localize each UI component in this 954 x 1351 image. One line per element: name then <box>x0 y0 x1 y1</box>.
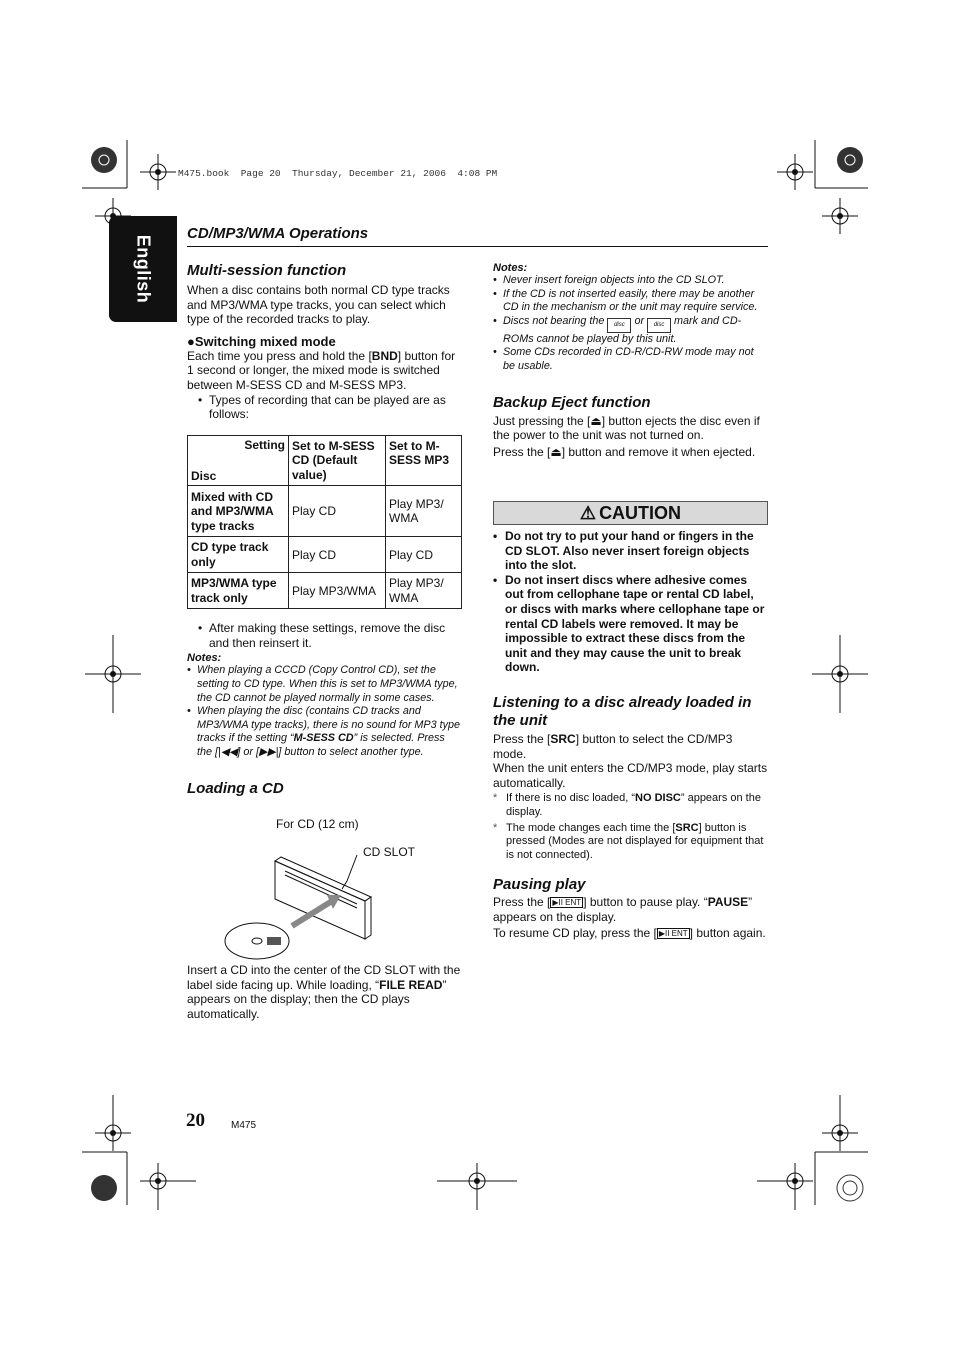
table-cell: Play CD <box>386 537 462 573</box>
cd-insert-illustration <box>187 831 462 961</box>
caution-banner <box>493 501 768 525</box>
switching-text: Each time you press and hold the [BND] button for 1 second or longer, the mixed mode is switched between M-SESS CD and M-SESS MP3. <box>187 348 456 392</box>
list-item: • Types of recording that can be played are as follows: <box>198 393 462 422</box>
mode-table <box>187 435 462 610</box>
table-header: Set to M-SESS MP3 <box>386 435 462 486</box>
pausing-heading: Pausing play <box>493 876 586 894</box>
listening-heading: Listening to a disc already loaded in the unit <box>493 693 752 729</box>
loading-heading: Loading a CD <box>187 779 284 797</box>
list-item: • Discs not bearing the disc or disc mark and CD-ROMs cannot be played by this unit. <box>493 315 768 347</box>
list-item: * The mode changes each time the [SRC] button is pressed (Modes are not displayed for equipment that is not connected). <box>493 822 768 863</box>
print-header: M475.book Page 20 Thursday, December 21, 2006 4:08 PM <box>178 168 498 179</box>
model-code: M475 <box>231 1120 257 1131</box>
backup-eject-p2: Press the [⏏] button and remove it when ejected. <box>493 444 756 459</box>
table-header-row <box>188 435 462 486</box>
table-row <box>188 573 462 609</box>
compact-disc-logo-icon: disc <box>607 318 631 333</box>
loading-text: Insert a CD into the center of the CD SLOT with the label side facing up. While loading, “FILE READ” appears on the display; then the CD plays automatically. <box>187 963 461 1021</box>
right-column <box>493 262 768 459</box>
list-item: * If there is no disc loaded, “NO DISC” appears on the display. <box>493 792 768 819</box>
notes-list <box>187 664 462 759</box>
table-cell: Play CD <box>289 486 386 537</box>
backup-eject-p1: Just pressing the [⏏] button ejects the disc even if the power to the unit was not turned on. <box>493 413 760 443</box>
list-item: • Do not try to put your hand or fingers in the CD SLOT. Also never insert foreign objects into the slot. <box>493 529 768 573</box>
backup-eject-heading: Backup Eject function <box>493 393 651 411</box>
list-item: • When playing a CCCD (Copy Control CD), set the setting to CD type. When this is set to MP3/WMA type, the CD cannot be played normally in some cases. <box>187 664 462 705</box>
list-item: • After making these settings, remove the disc and then reinsert it. <box>198 621 462 650</box>
table-cell: Mixed with CD and MP3/WMA type tracks <box>188 486 289 537</box>
left-column <box>187 262 462 1022</box>
table-row <box>188 537 462 573</box>
table-cell: Play MP3/ WMA <box>386 486 462 537</box>
right-notes-heading: Notes: <box>493 262 528 274</box>
table-cell: Play MP3/WMA <box>289 573 386 609</box>
list-item: • If the CD is not inserted easily, there may be another CD in the mechanism or the unit may require service. <box>493 288 768 315</box>
eject-icon: ⏏ <box>590 413 602 428</box>
listening-p1: Press the [SRC] button to select the CD/MP3 mode. <box>493 731 733 761</box>
table-cell: MP3/WMA type track only <box>188 573 289 609</box>
multisession-intro: When a disc contains both normal CD type tracks and MP3/WMA type tracks, you can select which type of the recorded tracks to play. <box>187 283 450 327</box>
listening-asterisk-list <box>493 792 768 862</box>
play-pause-icon: ▶II ENT <box>552 898 582 908</box>
right-column-lower <box>493 529 768 941</box>
table-cell: Play MP3/ WMA <box>386 573 462 609</box>
after-bullet-list <box>187 621 462 650</box>
loading-caption: For CD (12 cm) <box>276 816 359 831</box>
language-tab <box>109 216 177 322</box>
caution-label: CAUTION <box>599 502 682 523</box>
section-title: CD/MP3/WMA Operations <box>187 225 369 242</box>
switching-heading: ●Switching mixed mode <box>187 333 336 349</box>
language-tab-label: English <box>133 234 154 304</box>
table-header: Set to M-SESS CD (Default value) <box>289 435 386 486</box>
table-cell: CD type track only <box>188 537 289 573</box>
notes-heading: Notes: <box>187 652 222 665</box>
multisession-heading: Multi-session function <box>187 262 347 279</box>
page-number: 20 <box>186 1110 205 1131</box>
cd-slot-label: CD SLOT <box>363 845 416 860</box>
listening-p2: When the unit enters the CD/MP3 mode, play starts automatically. <box>493 761 768 790</box>
title-rule <box>187 246 768 247</box>
warning-triangle-icon: ⚠ <box>579 502 597 523</box>
caution-list <box>493 529 768 675</box>
table-corner-cell: Setting Disc <box>188 435 289 486</box>
list-item: • Some CDs recorded in CD-R/CD-RW mode may not be usable. <box>493 346 768 373</box>
cd-slot-diagram-icon <box>217 841 397 961</box>
list-item: • Never insert foreign objects into the CD SLOT. <box>493 274 768 288</box>
table-row <box>188 486 462 537</box>
pausing-p2: To resume CD play, press the [ ▶II ENT ] button again. <box>493 926 766 941</box>
right-notes-list <box>493 274 768 374</box>
play-pause-icon: ▶II ENT <box>658 929 688 939</box>
list-item: • Do not insert discs where adhesive comes out from cellophane tape or rental CD label, or discs with marks where cellophane tape or rental CD labels were removed. It may be impossible to extract these discs from the unit and they may cause the unit to break down. <box>493 573 768 675</box>
pausing-p1: Press the [ ▶II ENT ] button to pause play. “PAUSE” appears on the display. <box>493 895 753 924</box>
list-item: • When playing the disc (contains CD tracks and MP3/WMA type tracks), there is no sound for MP3 type tracks if the setting “M-SESS CD” is selected. Press the [|◀◀] or [▶▶|] button to select another type. <box>187 705 462 759</box>
types-bullet-list <box>187 393 462 422</box>
bullet-dot-icon: ● <box>187 333 195 349</box>
eject-icon: ⏏ <box>550 444 562 459</box>
compact-disc-text-logo-icon: disc <box>647 318 671 333</box>
table-cell: Play CD <box>289 537 386 573</box>
